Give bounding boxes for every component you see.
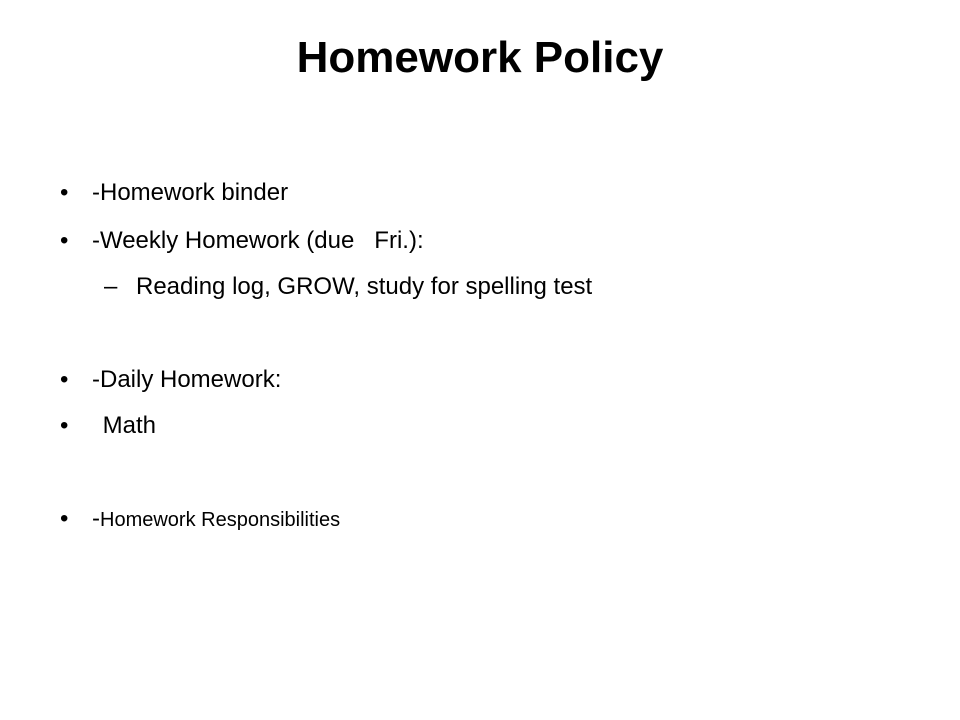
bullet-text: Math [96,412,157,439]
bullet-text: -Daily Homework: [92,366,282,393]
bullet-icon: • [60,227,69,254]
bullet-text: -Homework binder [92,179,289,206]
bullet-icon: • [60,412,69,439]
bullet-icon: • [60,179,69,206]
bullet-text: -Weekly Homework (due Fri.): [92,227,424,254]
slide-title: Homework Policy [296,33,664,82]
bullet-text [92,504,340,535]
dash-icon: – [104,273,118,300]
bullet-icon: • [60,505,69,532]
bullet-icon: • [60,366,69,393]
sub-bullet-text: Reading log, GROW, study for spelling test [136,273,593,300]
bullet-dash: - [92,505,100,532]
bullet-item [60,504,341,624]
bullet-text-small: Homework Responsibilities [100,509,341,531]
